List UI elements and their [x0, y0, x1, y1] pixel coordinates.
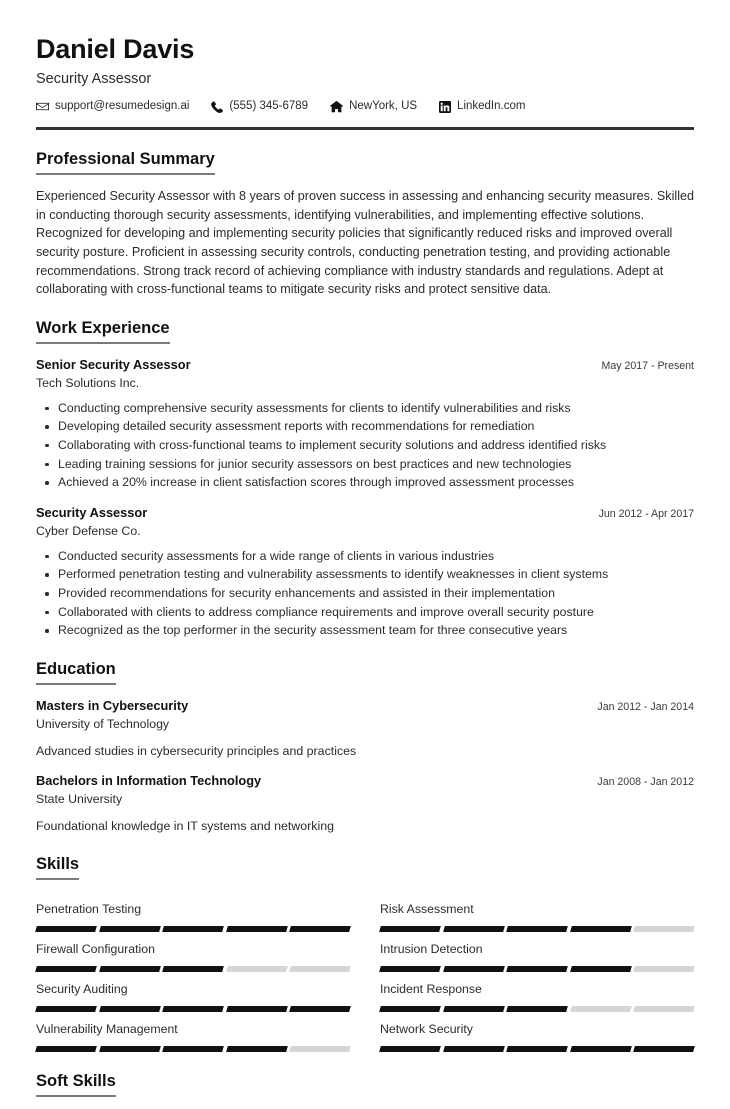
skill-segment-empty [634, 1006, 695, 1012]
education-entry-date: Jan 2008 - Jan 2012 [597, 776, 694, 789]
professional-summary-text: Experienced Security Assessor with 8 years of proven success in assessing and enhancing security measures. Skilled in conducting thorough security assessments, identifying vulnerabilities, and implementing effective solutions. Recognized for developing and implementing security policies that significantly reduced risks and improved overall security posture. Proficient in assessing security controls, conducting penetration testing, and providing actionable recommendations. Strong track record of achieving compliance with industry standards and regulations. Adept at collaborating with cross-functional teams to mitigate security risks and protect sensitive data. [36, 189, 694, 297]
skill-segment-empty [226, 966, 287, 972]
skill-segment-filled [570, 926, 631, 932]
list-item: Developing detailed security assessment reports with recommendations for remediation [36, 417, 694, 436]
skill-segment-filled [162, 966, 223, 972]
work-entry-date: May 2017 - Present [601, 359, 694, 372]
education-entry-school: University of Technology [36, 716, 170, 731]
skill-item [36, 932, 350, 972]
skill-level-bar [36, 926, 350, 932]
skill-segment-filled [379, 1046, 440, 1052]
list-item: Recognized as the top performer in the security assessment team for three consecutive years [36, 621, 694, 640]
contact-email-text: support@resumedesign.ai [55, 100, 190, 113]
section-title-work-experience: Work Experience [36, 319, 170, 344]
skill-segment-filled [443, 1046, 504, 1052]
list-item: Conducted security assessments for a wide range of clients in various industries [36, 547, 694, 566]
skill-segment-filled [443, 966, 504, 972]
skill-item [36, 1012, 350, 1052]
work-entry [36, 505, 694, 640]
skill-segment-empty [290, 1046, 351, 1052]
skill-segment-filled [35, 926, 96, 932]
work-entry-bullets [36, 547, 694, 640]
skill-segment-filled [35, 1046, 96, 1052]
skill-segment-filled [379, 1006, 440, 1012]
skill-item [36, 892, 350, 932]
section-title-professional-summary: Professional Summary [36, 150, 215, 175]
skill-segment-filled [570, 1046, 631, 1052]
skill-segment-filled [506, 926, 567, 932]
education-entry-head [36, 698, 694, 715]
list-item: Collaborated with clients to address compliance requirements and improve overall security posture [36, 603, 694, 622]
skill-segment-filled [506, 1006, 567, 1012]
skill-segment-filled [226, 1046, 287, 1052]
skill-segment-filled [226, 926, 287, 932]
skill-segment-filled [35, 1006, 96, 1012]
skill-item [36, 972, 350, 1012]
list-item: Conducting comprehensive security assessments for clients to identify vulnerabilities and risks [36, 399, 694, 418]
skill-segment-filled [290, 1006, 351, 1012]
skill-item [380, 1012, 694, 1052]
skill-item [380, 932, 694, 972]
skill-level-bar [380, 1046, 694, 1052]
education-entry-school: State University [36, 791, 123, 806]
education-entry-head [36, 773, 694, 790]
skill-level-bar [36, 1046, 350, 1052]
education-entry-description: Advanced studies in cybersecurity principles and practices [36, 743, 357, 758]
skill-segment-empty [634, 966, 695, 972]
skill-segment-filled [634, 1046, 695, 1052]
skill-segment-filled [99, 1046, 160, 1052]
skill-name: Security Auditing [36, 981, 128, 996]
section-title-soft-skills: Soft Skills [36, 1072, 116, 1097]
skill-segment-filled [99, 1006, 160, 1012]
section-skills [36, 855, 694, 1052]
section-professional-summary [36, 150, 694, 299]
skill-name: Intrusion Detection [380, 941, 483, 956]
work-entry-company: Cyber Defense Co. [36, 523, 141, 538]
list-item: Provided recommendations for security enhancements and assisted in their implementation [36, 584, 694, 603]
skill-level-bar [36, 966, 350, 972]
skill-segment-filled [35, 966, 96, 972]
contact-linkedin[interactable] [439, 101, 525, 113]
skill-segment-filled [506, 1046, 567, 1052]
skill-segment-filled [506, 966, 567, 972]
list-item: Collaborating with cross-functional teams to implement security solutions and address identified risks [36, 436, 694, 455]
skill-item [380, 892, 694, 932]
work-entry-role: Senior Security Assessor [36, 356, 191, 372]
skill-segment-filled [99, 926, 160, 932]
work-entry-date: Jun 2012 - Apr 2017 [598, 507, 694, 520]
education-entry-description: Foundational knowledge in IT systems and networking [36, 818, 335, 833]
contact-location-text: NewYork, US [349, 100, 418, 113]
envelope-icon [36, 100, 49, 113]
list-item: Achieved a 20% increase in client satisfaction scores through improved assessment processes [36, 473, 694, 492]
contact-phone-text: (555) 345-6789 [229, 100, 309, 113]
skill-name: Incident Response [380, 981, 482, 996]
section-work-experience [36, 319, 694, 640]
skill-segment-empty [290, 966, 351, 972]
skill-segment-filled [379, 926, 440, 932]
work-entry-bullets [36, 399, 694, 492]
skill-name: Network Security [380, 1021, 473, 1036]
work-entry-head [36, 505, 694, 522]
skill-segment-filled [99, 966, 160, 972]
contact-linkedin-text: LinkedIn.com [457, 100, 526, 113]
resume-header [36, 34, 694, 130]
home-icon [330, 100, 343, 113]
section-education [36, 660, 694, 835]
skill-segment-filled [443, 926, 504, 932]
work-entry-company: Tech Solutions Inc. [36, 375, 140, 390]
education-entry-degree: Bachelors in Information Technology [36, 773, 262, 789]
skill-segment-filled [379, 966, 440, 972]
skill-level-bar [380, 966, 694, 972]
education-entry-date: Jan 2012 - Jan 2014 [597, 700, 694, 713]
list-item: Leading training sessions for junior security assessors on best practices and new technologies [36, 455, 694, 474]
work-entry-head [36, 357, 694, 374]
skill-segment-filled [290, 926, 351, 932]
skill-segment-filled [162, 926, 223, 932]
list-item: Performed penetration testing and vulnerability assessments to identify weaknesses in client systems [36, 565, 694, 584]
skill-level-bar [36, 1006, 350, 1012]
skill-segment-filled [570, 966, 631, 972]
phone-icon [211, 101, 223, 113]
contact-email[interactable] [36, 100, 189, 113]
education-entry-degree: Masters in Cybersecurity [36, 697, 189, 713]
contact-location[interactable] [330, 100, 417, 113]
section-soft-skills [36, 1072, 694, 1109]
skill-name: Vulnerability Management [36, 1021, 178, 1036]
header-divider [36, 127, 694, 130]
education-entry [36, 698, 694, 760]
skills-grid [36, 892, 694, 1052]
contact-phone[interactable] [211, 101, 308, 113]
education-entry [36, 773, 694, 835]
skill-level-bar [380, 926, 694, 932]
skill-item [380, 972, 694, 1012]
skill-level-bar [380, 1006, 694, 1012]
candidate-job-title: Security Assessor [36, 71, 152, 88]
section-title-education: Education [36, 660, 116, 685]
skill-segment-empty [634, 926, 695, 932]
work-entry-role: Security Assessor [36, 504, 148, 520]
work-entry [36, 357, 694, 492]
skill-name: Risk Assessment [380, 901, 474, 916]
contact-row [36, 100, 694, 113]
skill-name: Firewall Configuration [36, 941, 155, 956]
skill-name: Penetration Testing [36, 901, 142, 916]
skill-segment-empty [570, 1006, 631, 1012]
candidate-name: Daniel Davis [36, 34, 195, 64]
section-title-skills: Skills [36, 855, 79, 880]
skill-segment-filled [443, 1006, 504, 1012]
skill-segment-filled [226, 1006, 287, 1012]
skill-segment-filled [162, 1046, 223, 1052]
skill-segment-filled [162, 1006, 223, 1012]
linkedin-icon [439, 101, 451, 113]
